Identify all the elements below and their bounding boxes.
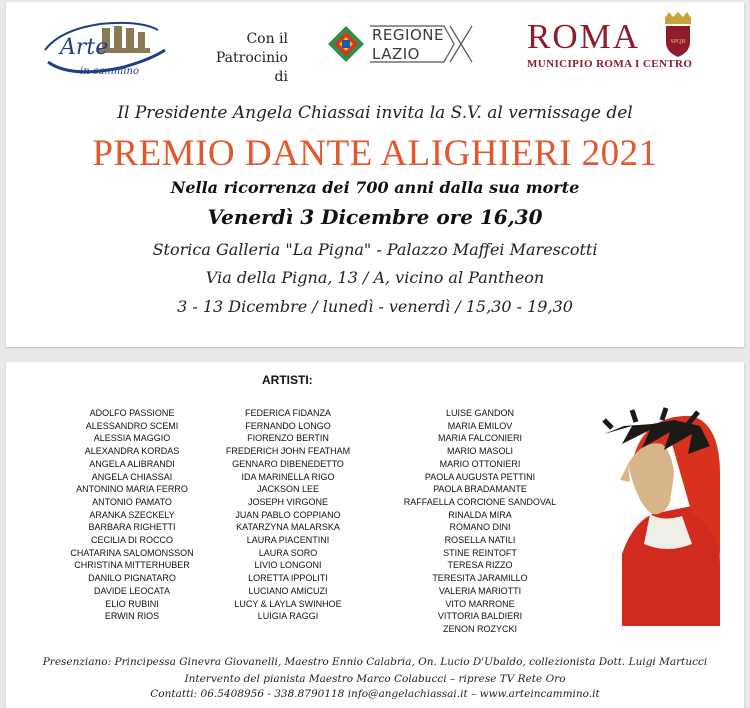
- event-address: Via della Pigna, 13 / A, vicino al Pantheon: [205, 268, 545, 287]
- artist-name: RINALDA MIRA: [448, 509, 512, 520]
- artist-name: LUCIANO AMICUZI: [248, 585, 328, 596]
- event-subtitle: Nella ricorrenza dei 700 anni dalla sua morte: [170, 178, 580, 197]
- artist-name: ANTONIO PAMATO: [92, 496, 172, 507]
- artist-name: TERESITA JARAMILLO: [432, 573, 528, 584]
- footer-performance: Intervento del pianista Maestro Marco Colabucci – riprese TV Rete Oro: [184, 673, 566, 685]
- artists-column-1: [52, 407, 212, 623]
- artist-name: ARANKA SZECKELY: [89, 509, 175, 520]
- artist-name: JOSEPH VIRGONE: [247, 496, 328, 507]
- artist-name: LUISE GANDON: [445, 408, 514, 418]
- artist-name: IDA MARINELLA RIGO: [241, 471, 335, 482]
- roma-wordmark: ROMA: [527, 17, 641, 56]
- artist-name: ZENON ROZYCKI: [442, 623, 517, 634]
- artist-name: VITTORIA BALDIERI: [437, 611, 523, 622]
- svg-text:SPQR: SPQR: [670, 39, 686, 45]
- artist-name: ALESSIA MAGGIO: [93, 433, 171, 444]
- artist-name: ALESSANDRO SCEMI: [85, 420, 179, 431]
- arte-logo-subtext: in cammino: [80, 66, 140, 77]
- artist-name: FREDERICH JOHN FEATHAM: [225, 446, 351, 457]
- event-title: PREMIO DANTE ALIGHIERI 2021: [92, 133, 658, 174]
- artist-name: ROSELLA NATILI: [444, 535, 516, 546]
- artist-name: BARBARA RIGHETTI: [88, 522, 176, 533]
- regione-lazio-wordmark: [372, 26, 444, 64]
- artists-column-3: [380, 407, 580, 636]
- artist-name: CHRISTINA MITTERHUBER: [74, 560, 190, 571]
- artist-name: LIVIO LONGONI: [254, 560, 322, 571]
- artist-name: ERWIN RIOS: [104, 611, 160, 622]
- artist-name: ADOLFO PASSIONE: [89, 408, 175, 418]
- artist-name: JACKSON LEE: [256, 484, 320, 495]
- artist-name: LUIGIA RAGGI: [257, 611, 319, 622]
- artist-name: ANTONINO MARIA FERRO: [76, 484, 188, 495]
- artist-name: VALERIA MARIOTTI: [438, 585, 522, 596]
- artist-name: PAOLA AUGUSTA PETTINI: [424, 471, 536, 482]
- artist-name: LORETTA IPPOLITI: [248, 573, 328, 584]
- artist-name: TERESA RIZZO: [447, 560, 513, 571]
- artist-name: PAOLA BRADAMANTE: [433, 484, 527, 495]
- lazio-line-1: REGIONE: [372, 26, 444, 44]
- roma-municipio-label: MUNICIPIO ROMA I CENTRO: [527, 58, 693, 70]
- artist-name: FIORENZO BERTIN: [247, 433, 329, 444]
- patronage-text: Con il Patrocinio di: [215, 31, 288, 85]
- invitation-intro: Il Presidente Angela Chiassai invita la S.V. al vernissage del: [117, 103, 633, 123]
- artist-name: CECILIA DI ROCCO: [90, 535, 173, 546]
- dante-portrait-image: [592, 404, 722, 626]
- artist-name: DANILO PIGNATARO: [88, 573, 176, 584]
- artist-name: MARIA EMILOV: [447, 420, 513, 431]
- artist-name: FERNANDO LONGO: [245, 420, 331, 431]
- arte-in-cammino-logo: [40, 10, 172, 82]
- artist-name: ALEXANDRA KORDAS: [84, 446, 180, 457]
- artists-column-2: [218, 407, 358, 623]
- artist-name: KATARZYNA MALARSKA: [236, 522, 340, 533]
- artist-name: JUAN PABLO COPPIANO: [235, 509, 341, 520]
- lazio-line-2: LAZIO: [372, 45, 420, 63]
- artist-name: MARIO MASOLI: [446, 446, 513, 457]
- artist-name: MARIO OTTONIERI: [439, 458, 521, 469]
- arte-logo-text: Arte: [60, 35, 109, 60]
- artist-name: DAVIDE LEOCATA: [93, 585, 171, 596]
- artist-name: ELIO RUBINI: [105, 598, 159, 609]
- roma-crest-icon: [661, 12, 695, 58]
- event-venue: Storica Galleria "La Pigna" - Palazzo Maffei Marescotti: [152, 240, 598, 259]
- footer-contacts: Contatti: 06.5408956 - 338.8790118 info@angelachiassai.it – www.arteincammino.it: [150, 688, 600, 700]
- artist-name: LAURA PIACENTINI: [246, 535, 330, 546]
- artist-name: GENNARO DIBENEDETTO: [232, 458, 344, 469]
- artist-name: ROMANO DINI: [449, 522, 511, 533]
- artists-heading: ARTISTI:: [262, 373, 313, 387]
- artist-name: STINE REINTOFT: [443, 547, 517, 558]
- event-dates: 3 - 13 Dicembre / lunedì - venerdì / 15,30 - 19,30: [177, 297, 573, 316]
- artist-name: ANGELA CHIASSAI: [91, 471, 173, 482]
- footer-guests: Presenziano: Principessa Ginevra Giovanelli, Maestro Ennio Calabria, On. Lucio D'Ubaldo, collezionista Dott. Luigi Martucci: [42, 656, 708, 668]
- artist-name: CHATARINA SALOMONSSON: [70, 547, 194, 558]
- artist-name: RAFFAELLA CORCIONE SANDOVAL: [403, 496, 557, 507]
- artist-name: VITO MARRONE: [445, 598, 515, 609]
- artist-name: LAURA SORO: [258, 547, 318, 558]
- artist-name: ANGELA ALIBRANDI: [89, 458, 175, 469]
- artist-name: MARIA FALCONIERI: [437, 433, 523, 444]
- artist-name: FEDERICA FIDANZA: [244, 408, 331, 418]
- event-date: Venerdì 3 Dicembre ore 16,30: [207, 205, 543, 229]
- artist-name: LUCY & LAYLA SWINHOE: [234, 598, 342, 609]
